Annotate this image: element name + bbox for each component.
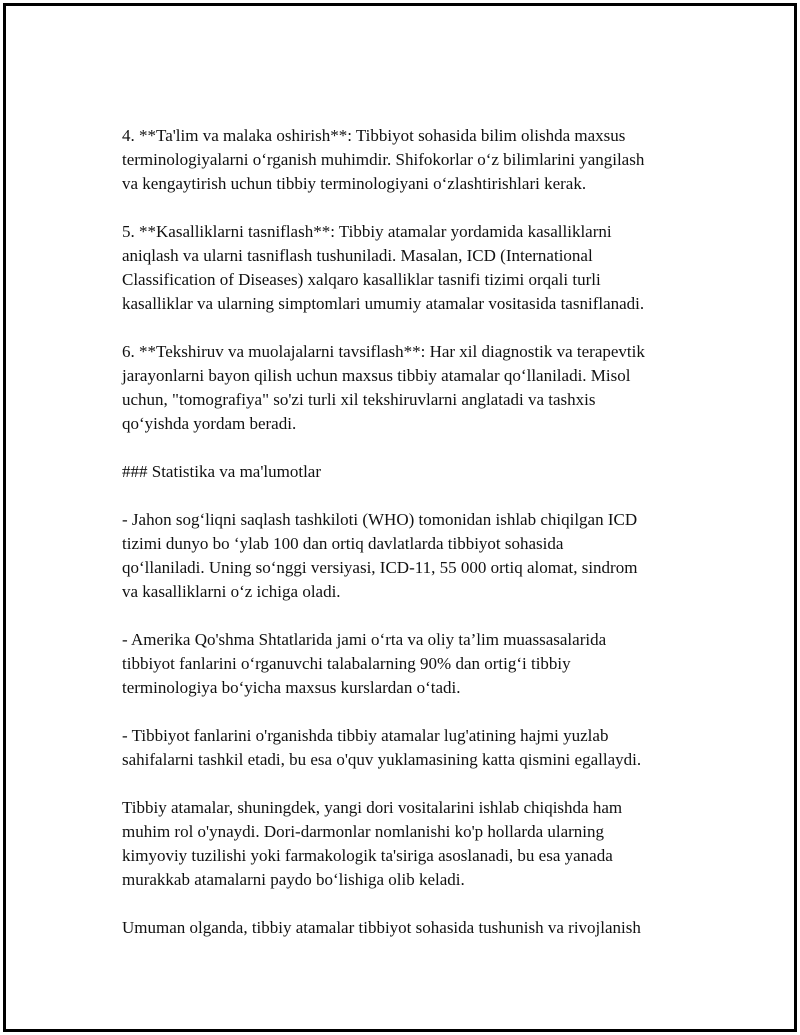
bullet-dictionary-volume: - Tibbiyot fanlarini o'rganishda tibbiy atamalar lug'atining hajmi yuzlab sahifalarni tashkil etadi, bu esa o'quv yuklamasining katta qismini egallaydi. [122, 726, 642, 769]
paragraph-training: 4. **Ta'lim va malaka oshirish**: Tibbiyot sohasida bilim olishda maxsus terminologiyalarni o‘rganish muhimdir. Shifokorlar o‘z bilimlarini yangilash va kengaytirish uchun tibbiy terminologiyani o‘zlashtirishlari kerak. [122, 126, 645, 193]
bullet-who-icd: - Jahon sog‘liqni saqlash tashkiloti (WHO) tomonidan ishlab chiqilgan ICD tizimi dunyo bo ‘ylab 100 dan ortiq davlatlarda tibbiyot sohasida qo‘llaniladi. Uning so‘nggi versiyasi, ICD-11, 55 000 ortiq alomat, sindrom va kasalliklarni o‘z ichiga oladi. [122, 510, 638, 601]
page-border [3, 3, 797, 1032]
document-body [122, 124, 712, 940]
bullet-usa-students: - Amerika Qo'shma Shtatlarida jami o‘rta va oliy ta’lim muassasalarida tibbiyot fanlarini o‘rganuvchi talabalarning 90% dan ortig‘i tibbiy terminologiya bo‘yicha maxsus kurslardan o‘tadi. [122, 630, 607, 697]
paragraph-examinations: 6. **Tekshiruv va muolajalarni tavsiflash**: Har xil diagnostik va terapevtik jarayonlarni bayon qilish uchun maxsus tibbiy atamalar qo‘llaniladi. Misol uchun, "tomografiya" so'zi turli xil tekshiruvlarni anglatadi va tashxis qo‘yishda yordam beradi. [122, 342, 645, 433]
paragraph-disease-classification: 5. **Kasalliklarni tasniflash**: Tibbiy atamalar yordamida kasalliklarni aniqlash va ularni tasniflash tushuniladi. Masalan, ICD (International Classification of Diseases) xalqaro kasalliklar tasnifi tizimi orqali turli kasalliklar va ularning simptomlari umumiy atamalar vositasida tasniflanadi. [122, 222, 645, 313]
paragraph-conclusion: Umuman olganda, tibbiy atamalar tibbiyot sohasida tushunish va rivojlanish [122, 918, 641, 937]
section-heading-statistics: ### Statistika va ma'lumotlar [122, 462, 322, 481]
paragraph-drug-naming: Tibbiy atamalar, shuningdek, yangi dori vositalarini ishlab chiqishda ham muhim rol o'ynaydi. Dori-darmonlar nomlanishi ko'p hollarda ularning kimyoviy tuzilishi yoki farmakologik ta'siriga asoslanadi, bu esa yanada murakkab atamalarni paydo bo‘lishiga olib keladi. [122, 798, 623, 889]
